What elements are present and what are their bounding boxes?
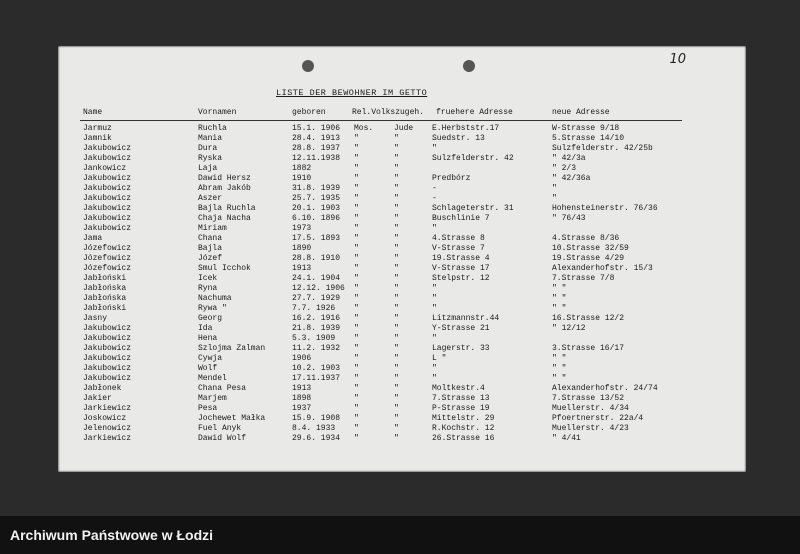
cell-volk: "	[394, 314, 399, 323]
cell-fruehere-adresse: 19.Strasse 4	[432, 254, 490, 263]
cell-vorname: Chana Pesa	[198, 384, 247, 393]
cell-religion: "	[354, 154, 359, 163]
cell-name: Jamnik	[83, 134, 112, 143]
table-row	[58, 194, 746, 204]
cell-volk: "	[394, 184, 399, 193]
cell-neue-adresse: 3.Strasse 16/17	[552, 344, 625, 353]
cell-neue-adresse: " "	[552, 364, 567, 373]
cell-religion: "	[354, 404, 359, 413]
cell-geboren: 1898	[292, 394, 312, 403]
cell-name: Jakubowicz	[83, 374, 132, 383]
table-row	[58, 434, 746, 444]
archive-footer	[0, 516, 800, 554]
cell-fruehere-adresse: P-Strasse 19	[432, 404, 490, 413]
cell-fruehere-adresse: 26.Strasse 16	[432, 434, 495, 443]
cell-name: Jakubowicz	[83, 324, 132, 333]
cell-neue-adresse: " 4/41	[552, 434, 581, 443]
cell-fruehere-adresse: "	[432, 364, 437, 373]
cell-neue-adresse: " "	[552, 304, 567, 313]
cell-name: Jabłoński	[83, 304, 127, 313]
cell-volk: "	[394, 324, 399, 333]
cell-neue-adresse: W-Strasse 9/18	[552, 124, 620, 133]
cell-religion: "	[354, 274, 359, 283]
cell-geboren: 1973	[292, 224, 312, 233]
cell-geboren: 1882	[292, 164, 312, 173]
cell-fruehere-adresse: Predbórz	[432, 174, 471, 183]
cell-name: Jakubowicz	[83, 194, 132, 203]
resident-list	[58, 124, 746, 444]
table-row	[58, 324, 746, 334]
cell-name: Jakubowicz	[83, 204, 132, 213]
cell-fruehere-adresse: -	[432, 184, 437, 193]
cell-volk: "	[394, 144, 399, 153]
cell-vorname: Mania	[198, 134, 223, 143]
header-rule	[80, 120, 682, 121]
cell-neue-adresse: "	[552, 194, 557, 203]
table-row	[58, 174, 746, 184]
cell-vorname: Szlojma Zalman	[198, 344, 266, 353]
cell-neue-adresse: " 12/12	[552, 324, 586, 333]
cell-neue-adresse: " "	[552, 284, 567, 293]
cell-geboren: 28.4. 1913	[292, 134, 341, 143]
cell-geboren: 1890	[292, 244, 312, 253]
cell-name: Jakubowicz	[83, 334, 132, 343]
cell-neue-adresse: Muellerstr. 4/23	[552, 424, 629, 433]
table-row	[58, 184, 746, 194]
table-row	[58, 274, 746, 284]
cell-religion: "	[354, 424, 359, 433]
punch-hole	[302, 60, 314, 72]
cell-name: Jabłońska	[83, 294, 127, 303]
cell-religion: "	[354, 134, 359, 143]
cell-volk: "	[394, 424, 399, 433]
cell-volk: "	[394, 404, 399, 413]
cell-religion: "	[354, 184, 359, 193]
table-row	[58, 354, 746, 364]
table-row	[58, 424, 746, 434]
cell-fruehere-adresse: "	[432, 294, 437, 303]
cell-religion: "	[354, 374, 359, 383]
cell-name: Jabłonek	[83, 384, 122, 393]
cell-name: Jelenowicz	[83, 424, 132, 433]
cell-neue-adresse: 10.Strasse 32/59	[552, 244, 629, 253]
cell-volk: "	[394, 214, 399, 223]
table-row	[58, 294, 746, 304]
cell-neue-adresse: " "	[552, 294, 567, 303]
cell-name: Jakubowicz	[83, 154, 132, 163]
cell-vorname: Chaja Nacha	[198, 214, 251, 223]
cell-volk: "	[394, 154, 399, 163]
table-row	[58, 214, 746, 224]
cell-fruehere-adresse: E.Herbststr.17	[432, 124, 500, 133]
cell-neue-adresse: " "	[552, 354, 567, 363]
cell-fruehere-adresse: Buschlinie 7	[432, 214, 490, 223]
cell-geboren: 17.5. 1893	[292, 234, 341, 243]
cell-neue-adresse: 7.Strasse 7/8	[552, 274, 615, 283]
cell-religion: "	[354, 214, 359, 223]
table-row	[58, 334, 746, 344]
cell-volk: "	[394, 364, 399, 373]
cell-fruehere-adresse: Litzmannstr.44	[432, 314, 500, 323]
cell-geboren: 15.9. 1908	[292, 414, 341, 423]
cell-volk: "	[394, 284, 399, 293]
cell-religion: "	[354, 334, 359, 343]
cell-religion: "	[354, 224, 359, 233]
cell-name: Jankowicz	[83, 164, 127, 173]
punch-hole	[463, 60, 475, 72]
cell-geboren: 10.2. 1903	[292, 364, 341, 373]
cell-fruehere-adresse: Mittelstr. 29	[432, 414, 495, 423]
cell-geboren: 1910	[292, 174, 312, 183]
cell-name: Jabłoński	[83, 274, 127, 283]
cell-neue-adresse: " 2/3	[552, 164, 577, 173]
cell-religion: "	[354, 284, 359, 293]
cell-fruehere-adresse: "	[432, 374, 437, 383]
cell-religion: "	[354, 394, 359, 403]
cell-volk: "	[394, 274, 399, 283]
table-row	[58, 314, 746, 324]
cell-geboren: 28.8. 1937	[292, 144, 341, 153]
cell-geboren: 31.8. 1939	[292, 184, 341, 193]
cell-neue-adresse: "	[552, 184, 557, 193]
table-row	[58, 134, 746, 144]
cell-religion: "	[354, 364, 359, 373]
cell-vorname: Nachuma	[198, 294, 232, 303]
cell-volk: "	[394, 334, 399, 343]
cell-volk: "	[394, 134, 399, 143]
cell-name: Józefowicz	[83, 244, 132, 253]
table-row	[58, 124, 746, 134]
cell-volk: "	[394, 354, 399, 363]
cell-neue-adresse: Hohensteinerstr. 76/36	[552, 204, 658, 213]
cell-neue-adresse: 19.Strasse 4/29	[552, 254, 625, 263]
table-row	[58, 284, 746, 294]
cell-name: Jabłońska	[83, 284, 127, 293]
cell-neue-adresse: Pfoertnerstr. 22a/4	[552, 414, 644, 423]
cell-neue-adresse: " 42/3a	[552, 154, 586, 163]
cell-name: Jakier	[83, 394, 112, 403]
cell-volk: "	[394, 204, 399, 213]
cell-volk: "	[394, 164, 399, 173]
cell-name: Jakubowicz	[83, 184, 132, 193]
cell-geboren: 1937	[292, 404, 312, 413]
table-row	[58, 304, 746, 314]
cell-geboren: 8.4. 1933	[292, 424, 336, 433]
cell-name: Józefowicz	[83, 264, 132, 273]
cell-vorname: Abram Jakób	[198, 184, 251, 193]
archive-name: Archiwum Państwowe w Łodzi	[10, 527, 214, 543]
cell-name: Jakubowicz	[83, 144, 132, 153]
cell-vorname: Ida	[198, 324, 213, 333]
cell-religion: Mos.	[354, 124, 374, 133]
cell-fruehere-adresse: R.Kochstr. 12	[432, 424, 495, 433]
cell-vorname: Dawid Hersz	[198, 174, 251, 183]
cell-volk: "	[394, 254, 399, 263]
table-row	[58, 244, 746, 254]
cell-fruehere-adresse: "	[432, 304, 437, 313]
table-row	[58, 224, 746, 234]
cell-religion: "	[354, 144, 359, 153]
cell-vorname: Miriam	[198, 224, 227, 233]
cell-volk: "	[394, 394, 399, 403]
cell-geboren: 7.7. 1926	[292, 304, 336, 313]
cell-fruehere-adresse: Suedstr. 13	[432, 134, 485, 143]
cell-geboren: 20.1. 1903	[292, 204, 341, 213]
table-row	[58, 364, 746, 374]
cell-name: Jarkiewicz	[83, 434, 132, 443]
cell-vorname: Bajla	[198, 244, 223, 253]
cell-geboren: 25.7. 1935	[292, 194, 341, 203]
cell-fruehere-adresse: Moltkestr.4	[432, 384, 485, 393]
cell-vorname: Ryna	[198, 284, 218, 293]
cell-vorname: Smul Icchok	[198, 264, 251, 273]
cell-fruehere-adresse: V-Strasse 17	[432, 264, 490, 273]
cell-vorname: Marjem	[198, 394, 227, 403]
cell-religion: "	[354, 294, 359, 303]
cell-vorname: Bajla Ruchla	[198, 204, 256, 213]
cell-volk: "	[394, 174, 399, 183]
cell-name: Joskowicz	[83, 414, 127, 423]
cell-geboren: 15.1. 1906	[292, 124, 341, 133]
table-row	[58, 344, 746, 354]
cell-neue-adresse: " "	[552, 374, 567, 383]
cell-geboren: 21.8. 1939	[292, 324, 341, 333]
cell-name: Jakubowicz	[83, 174, 132, 183]
cell-volk: "	[394, 244, 399, 253]
cell-neue-adresse: " 76/43	[552, 214, 586, 223]
cell-geboren: 29.6. 1934	[292, 434, 341, 443]
cell-religion: "	[354, 254, 359, 263]
cell-fruehere-adresse: "	[432, 144, 437, 153]
cell-name: Józefowicz	[83, 254, 132, 263]
cell-religion: "	[354, 314, 359, 323]
cell-name: Jarmuz	[83, 124, 112, 133]
cell-geboren: 28.8. 1910	[292, 254, 341, 263]
cell-volk: "	[394, 374, 399, 383]
cell-religion: "	[354, 354, 359, 363]
cell-fruehere-adresse: "	[432, 284, 437, 293]
cell-religion: "	[354, 244, 359, 253]
cell-vorname: Cywja	[198, 354, 223, 363]
header-vorname: Vornamen	[198, 108, 237, 117]
cell-geboren: 1906	[292, 354, 312, 363]
cell-vorname: Laja	[198, 164, 218, 173]
cell-fruehere-adresse: Y-Strasse 21	[432, 324, 490, 333]
cell-fruehere-adresse: 7.Strasse 13	[432, 394, 490, 403]
cell-vorname: Ruchla	[198, 124, 227, 133]
cell-geboren: 12.12. 1906	[292, 284, 345, 293]
cell-volk: "	[394, 264, 399, 273]
cell-religion: "	[354, 414, 359, 423]
table-row	[58, 264, 746, 274]
cell-name: Jarkiewicz	[83, 404, 132, 413]
cell-religion: "	[354, 324, 359, 333]
cell-volk: Jude	[394, 124, 414, 133]
cell-neue-adresse: 16.Strasse 12/2	[552, 314, 625, 323]
cell-volk: "	[394, 194, 399, 203]
table-row	[58, 234, 746, 244]
table-row	[58, 144, 746, 154]
cell-religion: "	[354, 164, 359, 173]
header-fruehere-adresse: fruehere Adresse	[436, 108, 513, 117]
cell-geboren: 12.11.1938	[292, 154, 341, 163]
cell-volk: "	[394, 434, 399, 443]
cell-vorname: Rywa "	[198, 304, 227, 313]
cell-neue-adresse: Muellerstr. 4/34	[552, 404, 629, 413]
cell-vorname: Hena	[198, 334, 218, 343]
table-row	[58, 414, 746, 424]
cell-religion: "	[354, 344, 359, 353]
table-row	[58, 254, 746, 264]
cell-religion: "	[354, 264, 359, 273]
cell-geboren: 11.2. 1932	[292, 344, 341, 353]
cell-volk: "	[394, 224, 399, 233]
cell-fruehere-adresse: L "	[432, 354, 447, 363]
cell-fruehere-adresse: "	[432, 334, 437, 343]
cell-volk: "	[394, 234, 399, 243]
cell-fruehere-adresse: Sulzfelderstr. 42	[432, 154, 514, 163]
cell-volk: "	[394, 294, 399, 303]
cell-name: Jakubowicz	[83, 354, 132, 363]
header-rel-volk: Rel.Volkszugeh.	[352, 108, 425, 117]
cell-vorname: Pesa	[198, 404, 218, 413]
cell-religion: "	[354, 194, 359, 203]
cell-geboren: 6.10. 1896	[292, 214, 341, 223]
cell-vorname: Józef	[198, 254, 223, 263]
cell-vorname: Dura	[198, 144, 218, 153]
header-neue-adresse: neue Adresse	[552, 108, 610, 117]
cell-religion: "	[354, 304, 359, 313]
cell-volk: "	[394, 414, 399, 423]
cell-volk: "	[394, 304, 399, 313]
table-row	[58, 394, 746, 404]
cell-neue-adresse: 4.Strasse 8/36	[552, 234, 620, 243]
cell-religion: "	[354, 234, 359, 243]
cell-religion: "	[354, 384, 359, 393]
cell-neue-adresse: " 42/36a	[552, 174, 591, 183]
table-row	[58, 154, 746, 164]
cell-geboren: 1913	[292, 264, 312, 273]
document-title: LISTE DER BEWOHNER IM GETTO	[276, 88, 428, 98]
cell-geboren: 16.2. 1916	[292, 314, 341, 323]
cell-religion: "	[354, 174, 359, 183]
cell-fruehere-adresse: 4.Strasse 8	[432, 234, 485, 243]
page-number: 10	[669, 52, 686, 67]
cell-neue-adresse: 7.Strasse 13/52	[552, 394, 625, 403]
cell-neue-adresse: Alexanderhofstr. 15/3	[552, 264, 653, 273]
cell-neue-adresse: Sulzfelderstr. 42/25b	[552, 144, 653, 153]
cell-geboren: 27.7. 1929	[292, 294, 341, 303]
table-row	[58, 374, 746, 384]
cell-vorname: Ryska	[198, 154, 223, 163]
cell-vorname: Wolf	[198, 364, 218, 373]
cell-fruehere-adresse: Stelpstr. 12	[432, 274, 490, 283]
cell-vorname: Mendel	[198, 374, 227, 383]
cell-neue-adresse: 5.Strasse 14/10	[552, 134, 625, 143]
cell-geboren: 24.1. 1904	[292, 274, 341, 283]
cell-geboren: 17.11.1937	[292, 374, 341, 383]
cell-vorname: Jochewet Małka	[198, 414, 266, 423]
document-page	[58, 46, 746, 472]
cell-fruehere-adresse: Schlageterstr. 31	[432, 204, 514, 213]
table-row	[58, 164, 746, 174]
cell-fruehere-adresse: Lagerstr. 33	[432, 344, 490, 353]
cell-geboren: 1913	[292, 384, 312, 393]
cell-geboren: 5.3. 1909	[292, 334, 336, 343]
cell-vorname: Aszer	[198, 194, 223, 203]
cell-vorname: Georg	[198, 314, 223, 323]
cell-religion: "	[354, 204, 359, 213]
cell-name: Jakubowicz	[83, 364, 132, 373]
cell-volk: "	[394, 344, 399, 353]
cell-vorname: Chana	[198, 234, 223, 243]
table-row	[58, 384, 746, 394]
cell-name: Jakubowicz	[83, 224, 132, 233]
header-name: Name	[83, 108, 103, 117]
cell-religion: "	[354, 434, 359, 443]
cell-fruehere-adresse: V-Strasse 7	[432, 244, 485, 253]
cell-vorname: Dawid Wolf	[198, 434, 247, 443]
cell-name: Jama	[83, 234, 103, 243]
header-geboren: geboren	[292, 108, 326, 117]
cell-neue-adresse: Alexanderhofstr. 24/74	[552, 384, 658, 393]
cell-name: Jasny	[83, 314, 108, 323]
cell-fruehere-adresse: "	[432, 224, 437, 233]
cell-fruehere-adresse: -	[432, 194, 437, 203]
cell-volk: "	[394, 384, 399, 393]
cell-name: Jakubowicz	[83, 344, 132, 353]
cell-vorname: Fuel Anyk	[198, 424, 242, 433]
table-row	[58, 404, 746, 414]
cell-name: Jakubowicz	[83, 214, 132, 223]
table-row	[58, 204, 746, 214]
cell-vorname: Icek	[198, 274, 218, 283]
